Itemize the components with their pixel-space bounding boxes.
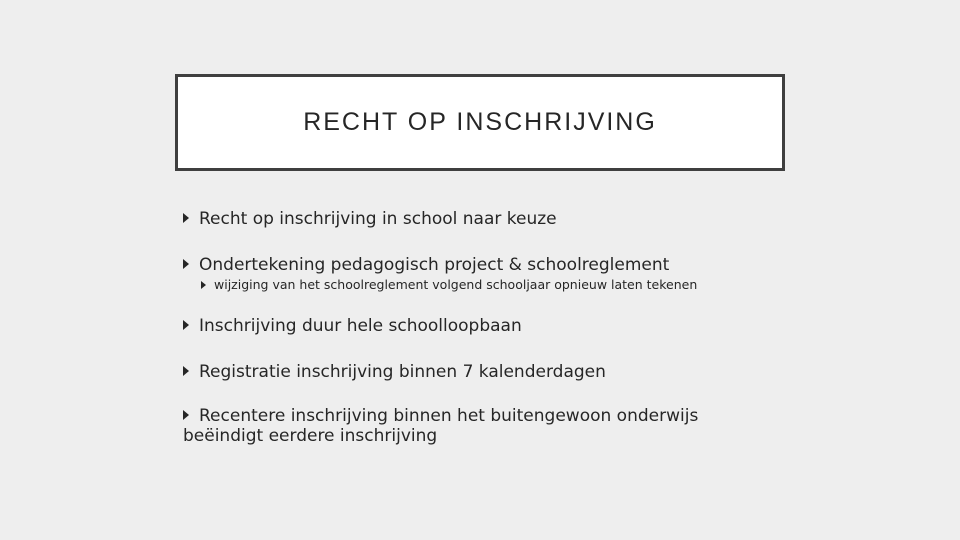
bullet-text: Registratie inschrijving binnen 7 kalenderdagen [199, 362, 606, 382]
bullet-item [183, 406, 783, 446]
slide-title: RECHT OP INSCHRIJVING [303, 108, 657, 136]
bullet-arrow-icon [183, 320, 189, 330]
bullet-text: Recht op inschrijving in school naar keuze [199, 209, 557, 229]
bullet-item [183, 362, 606, 382]
bullet-arrow-icon [183, 366, 189, 376]
sub-bullet-text: wijziging van het schoolreglement volgend schooljaar opnieuw laten tekenen [214, 277, 698, 292]
bullet-text: Inschrijving duur hele schoolloopbaan [199, 316, 522, 336]
bullet-text: Recentere inschrijving binnen het buitengewoon onderwijs beëindigt eerdere inschrijving [183, 406, 699, 446]
bullet-text: Ondertekening pedagogisch project & schoolreglement [199, 255, 670, 275]
bullet-arrow-icon [183, 213, 189, 223]
bullet-arrow-icon [201, 281, 206, 289]
bullet-item [183, 316, 522, 336]
title-box [175, 74, 785, 171]
bullet-item [183, 255, 669, 275]
bullet-arrow-icon [183, 410, 189, 420]
bullet-arrow-icon [183, 259, 189, 269]
sub-bullet-item [201, 277, 697, 293]
bullet-item [183, 209, 557, 229]
